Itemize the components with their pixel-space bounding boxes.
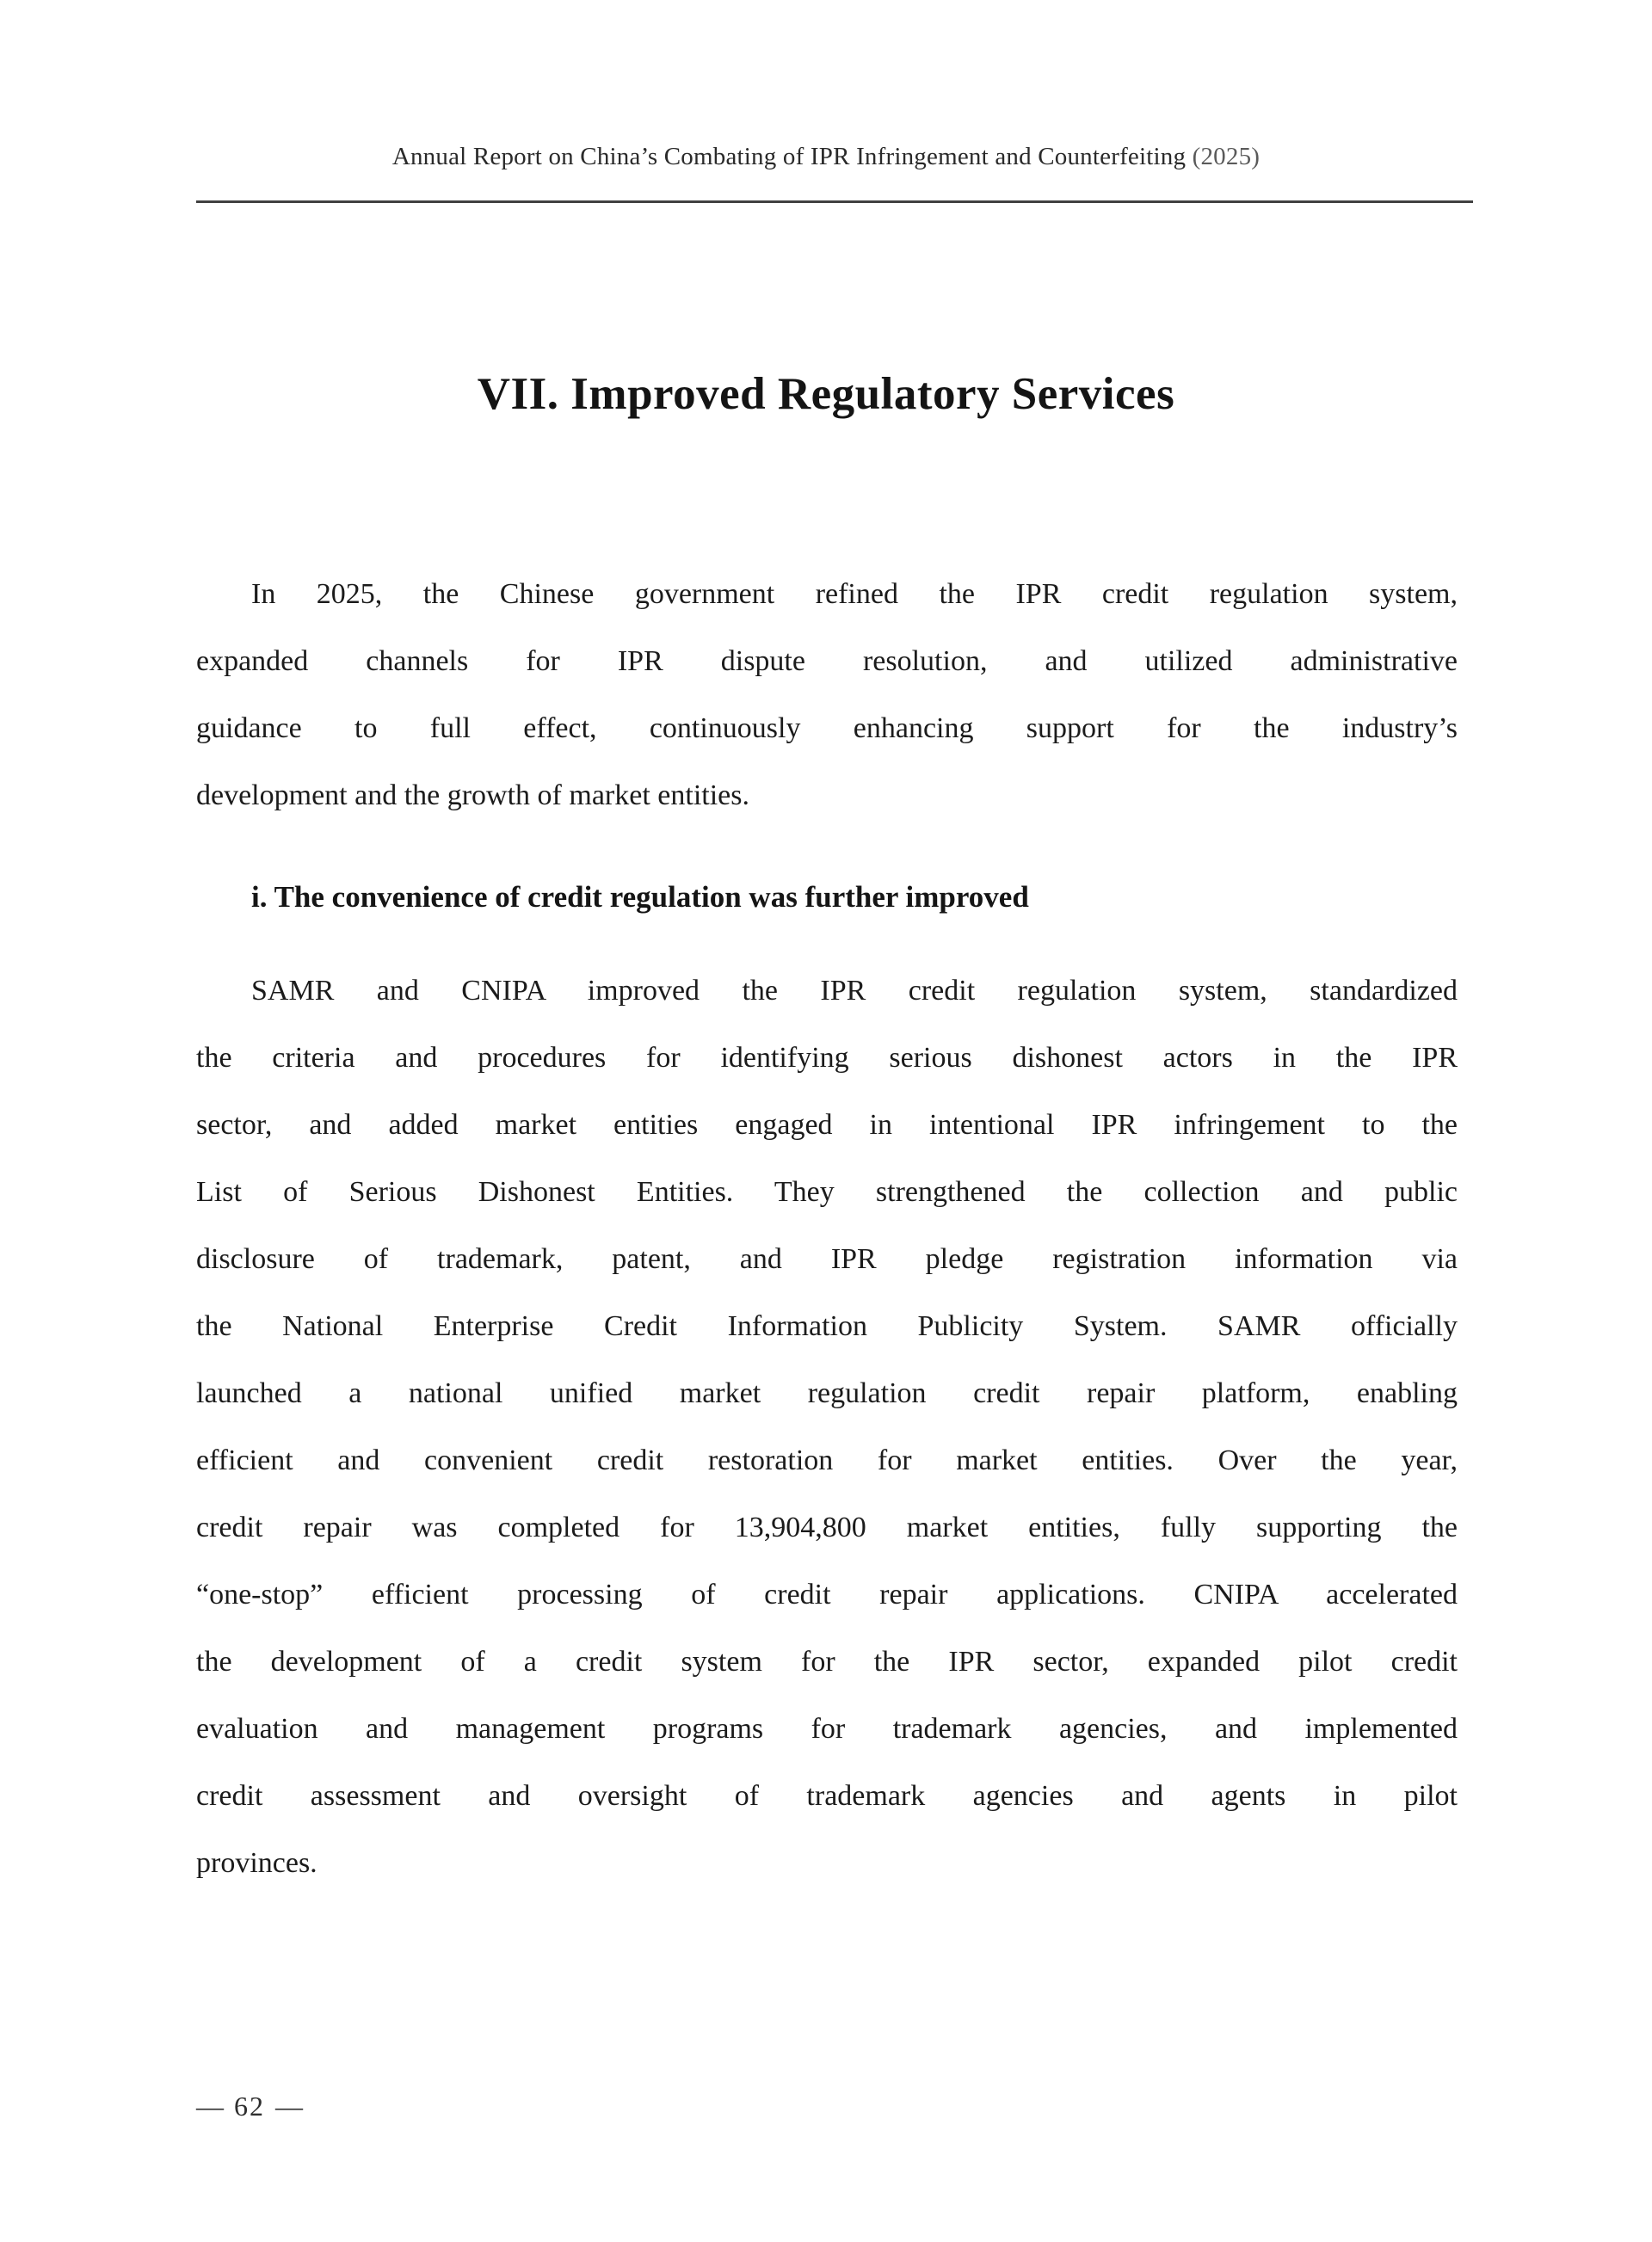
text-line: the development of a credit system for the IPR sector, expanded pilot credit xyxy=(196,1646,1458,1678)
text-line: evaluation and management programs for trademark agencies, and implemented xyxy=(196,1713,1458,1745)
running-header xyxy=(0,138,1652,176)
text-line: sector, and added market entities engaged in intentional IPR infringement to the xyxy=(196,1109,1458,1141)
page-number: 62 xyxy=(234,2091,265,2122)
text-line: provinces. xyxy=(196,1847,317,1879)
text-line: development and the growth of market entities. xyxy=(196,779,749,811)
text-line: “one-stop” efficient processing of credit repair applications. CNIPA accelerated xyxy=(196,1579,1458,1611)
text-line: List of Serious Dishonest Entities. They strengthened the collection and public xyxy=(196,1176,1458,1208)
footer-dash-right: — xyxy=(275,2091,303,2122)
text-line: the National Enterprise Credit Information Publicity System. SAMR officially xyxy=(196,1310,1458,1342)
running-header-title: Annual Report on China’s Combating of IPR Infringement and Counterfeiting xyxy=(391,143,1187,170)
text-line: credit assessment and oversight of trademark agencies and agents in pilot xyxy=(196,1780,1458,1812)
page-footer xyxy=(196,2089,303,2123)
text-line: disclosure of trademark, patent, and IPR pledge registration information via xyxy=(196,1243,1458,1275)
text-line: SAMR and CNIPA improved the IPR credit regulation system, standardized xyxy=(251,975,1458,1007)
paragraph-intro xyxy=(196,561,1458,829)
text-line: credit repair was completed for 13,904,800 market entities, fully supporting the xyxy=(196,1512,1458,1543)
text-line: the criteria and procedures for identifying serious dishonest actors in the IPR xyxy=(196,1042,1458,1074)
chapter-title: VII. Improved Regulatory Services xyxy=(477,369,1175,419)
text-line: In 2025, the Chinese government refined the IPR credit regulation system, xyxy=(251,578,1458,610)
text-line: efficient and convenient credit restoration for market entities. Over the year, xyxy=(196,1444,1458,1476)
header-rule xyxy=(196,200,1473,203)
text-line: expanded channels for IPR dispute resolution, and utilized administrative xyxy=(196,645,1458,677)
section-heading: i. The convenience of credit regulation was further improved xyxy=(251,880,1029,914)
running-header-year: (2025) xyxy=(1192,143,1261,170)
paragraph-credit-regulation xyxy=(196,958,1458,1897)
text-line: guidance to full effect, continuously enhancing support for the industry’s xyxy=(196,712,1458,744)
footer-dash-left: — xyxy=(196,2091,224,2122)
text-line: launched a national unified market regulation credit repair platform, enabling xyxy=(196,1377,1458,1409)
